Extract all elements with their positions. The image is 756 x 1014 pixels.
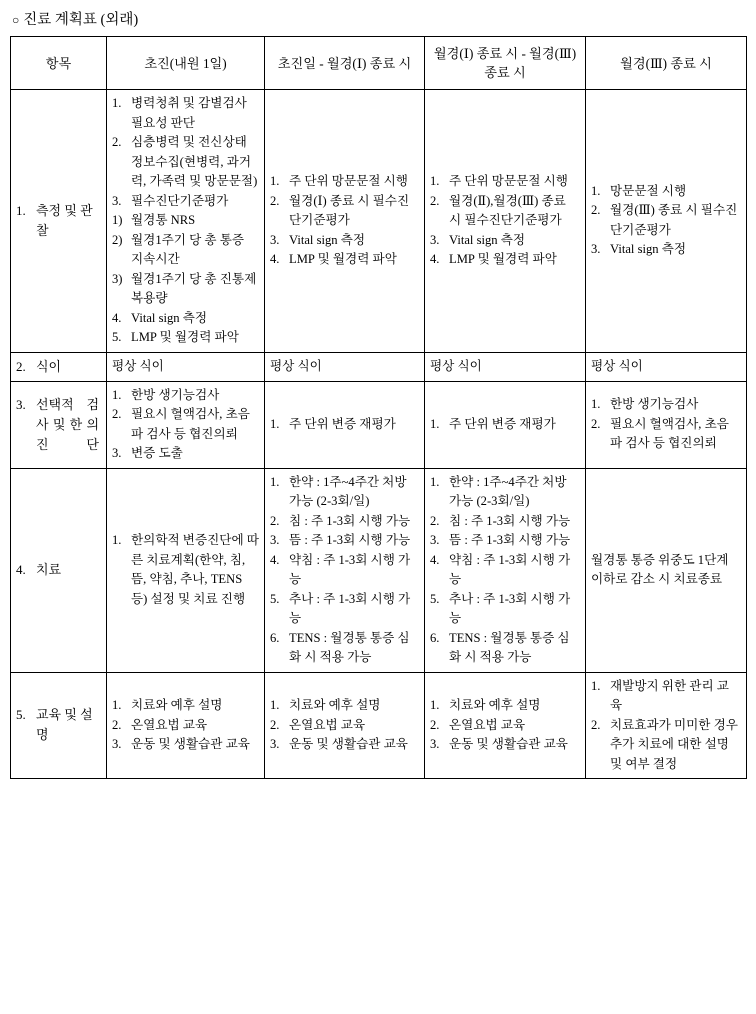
list-item [112, 735, 259, 755]
list-item [430, 415, 580, 435]
list-text: TENS : 월경통 통증 심화 시 적용 가능 [289, 630, 410, 664]
list-item [430, 696, 580, 716]
list-marker: 5. [270, 591, 280, 606]
cell-text: 평상 식이 [591, 358, 643, 373]
list-marker: 4. [270, 252, 280, 266]
list-text: 치료효과가 미미한 경우 추가 치료에 대한 설명 및 여부 결정 [610, 717, 738, 771]
numbered-list [430, 415, 580, 435]
row-number: 5. [16, 707, 26, 723]
list-text: 뜸 : 주 1-3회 시행 가능 [449, 533, 571, 547]
cell-treatment-first-visit [107, 468, 265, 672]
list-item [430, 735, 580, 755]
list-item [112, 192, 259, 212]
column-header-period-1: 초진일 - 월경(Ⅰ) 종료 시 [265, 37, 425, 90]
list-text: 운동 및 생활습관 교육 [449, 737, 568, 751]
list-item [270, 415, 419, 435]
row-label: 식이 [36, 358, 62, 374]
list-text: 필수진단기준평가 [131, 193, 229, 208]
list-marker: 2. [270, 717, 280, 732]
list-marker: 3. [112, 193, 122, 208]
list-marker: 1. [430, 698, 440, 712]
list-item [270, 531, 419, 551]
column-header-first-visit: 초진(내원 1일) [107, 37, 265, 90]
cell-diagnosis-period-3 [586, 381, 747, 468]
list-text: Vital sign 측정 [131, 310, 208, 325]
table-body [11, 90, 747, 779]
cell-text: 평상 식이 [112, 358, 164, 373]
cell-measurement-period-1 [265, 90, 425, 353]
list-text: 월경통 NRS [131, 213, 196, 227]
list-item [591, 716, 741, 775]
numbered-list [430, 172, 580, 270]
list-item [430, 473, 580, 512]
table-row [11, 672, 747, 779]
list-item [270, 629, 419, 668]
numbered-list [270, 415, 419, 435]
list-text: 치료와 예후 설명 [289, 698, 381, 712]
list-marker: 2. [591, 717, 601, 732]
list-marker: 4. [430, 252, 440, 266]
list-marker: 3. [112, 446, 122, 460]
table-row [11, 90, 747, 353]
cell-treatment-period-2 [425, 468, 586, 672]
cell-measurement-period-3 [586, 90, 747, 353]
list-item [430, 716, 580, 736]
list-text: 뜸 : 주 1-3회 시행 가능 [289, 533, 411, 547]
list-marker: 2. [270, 193, 280, 208]
list-marker: 5. [430, 591, 440, 606]
list-item [270, 696, 419, 716]
list-text: 약침 : 주 1-3회 시행 가능 [449, 552, 571, 586]
list-item [112, 696, 259, 716]
row-header-treatment [11, 468, 107, 672]
row-label: 치료 [36, 562, 62, 577]
list-item [112, 716, 259, 736]
list-marker: 1. [430, 174, 440, 188]
row-header-education [11, 672, 107, 779]
list-marker: 1. [112, 533, 122, 547]
list-text: 한방 생기능검사 [131, 387, 220, 402]
list-text: 한의학적 변증진단에 따른 치료계획(한약, 침, 뜸, 약침, 추나, TENS 등) 설정 및 치료 진행 [131, 533, 259, 606]
list-item [430, 192, 580, 231]
row-label: 선택적 검사 및 한 의 진 단 [36, 396, 99, 452]
list-marker: 3. [270, 533, 280, 547]
list-text: LMP 및 월경력 파악 [449, 252, 557, 266]
list-text: 온열요법 교육 [449, 717, 526, 732]
column-header-item: 항목 [11, 37, 107, 90]
cell-diet-period-3 [586, 352, 747, 381]
list-item [112, 328, 259, 348]
list-marker: 2. [112, 407, 122, 421]
list-item [270, 192, 419, 231]
list-item [112, 386, 259, 406]
list-marker: 1) [112, 213, 123, 227]
list-item [430, 551, 580, 590]
row-header-measurement [11, 90, 107, 353]
list-marker: 2) [112, 232, 123, 247]
list-item [591, 395, 741, 415]
list-text: 한약 : 1주~4주간 처방 가능 (2-3회/일) [289, 474, 407, 508]
list-item [430, 172, 580, 192]
list-text: 온열요법 교육 [289, 717, 366, 732]
numbered-list [591, 182, 741, 260]
list-text: 약침 : 주 1-3회 시행 가능 [289, 552, 411, 586]
list-text: 재발방지 위한 관리 교육 [610, 678, 729, 712]
list-item [430, 512, 580, 532]
list-marker: 2. [270, 513, 280, 528]
table-row [11, 468, 747, 672]
list-marker: 3) [112, 271, 123, 286]
cell-education-period-2 [425, 672, 586, 779]
care-plan-table [10, 36, 747, 779]
cell-education-first-visit [107, 672, 265, 779]
row-label: 측정 및 관찰 [36, 202, 93, 238]
list-marker: 4. [430, 552, 440, 567]
list-text: LMP 및 월경력 파악 [131, 330, 239, 344]
list-marker: 3. [430, 533, 440, 547]
list-item [270, 590, 419, 629]
page-title-text: 진료 계획표 (외래) [23, 12, 139, 28]
list-item [270, 172, 419, 192]
list-text: TENS : 월경통 통증 심화 시 적용 가능 [449, 630, 570, 664]
row-number: 1. [16, 202, 26, 218]
list-text: 온열요법 교육 [131, 717, 208, 732]
list-marker: 1. [591, 397, 601, 412]
numbered-list [270, 473, 419, 668]
list-item [591, 182, 741, 202]
list-item [112, 231, 259, 270]
list-text: 추나 : 주 1-3회 시행 가능 [449, 591, 571, 625]
cell-education-period-1 [265, 672, 425, 779]
list-text: 주 단위 망문문절 시행 [289, 174, 408, 188]
list-text: Vital sign 측정 [449, 232, 526, 247]
cell-text: 월경통 통증 위중도 1단계 이하로 감소 시 치료종료 [591, 552, 729, 586]
numbered-list [430, 473, 580, 668]
cell-diagnosis-first-visit [107, 381, 265, 468]
list-marker: 1. [591, 183, 601, 198]
list-text: 주 단위 망문문절 시행 [449, 174, 568, 188]
numbered-list [112, 531, 259, 609]
list-marker: 1. [270, 174, 280, 188]
list-marker: 1. [430, 416, 440, 431]
list-item [270, 473, 419, 512]
list-marker: 3. [430, 737, 440, 751]
list-item [112, 94, 259, 133]
list-text: 운동 및 생활습관 교육 [131, 737, 250, 751]
list-marker: 1. [270, 698, 280, 712]
list-marker: 4. [112, 310, 122, 325]
list-item [430, 250, 580, 270]
list-marker: 5. [112, 330, 122, 344]
list-item [270, 735, 419, 755]
numbered-list [430, 696, 580, 755]
list-item [430, 231, 580, 251]
list-text: 월경1주기 당 총 통증 지속시간 [131, 232, 245, 266]
list-item [112, 531, 259, 609]
list-item [591, 415, 741, 454]
list-marker: 6. [270, 630, 280, 645]
list-item [112, 211, 259, 231]
list-item [112, 309, 259, 329]
list-text: 한약 : 1주~4주간 처방 가능 (2-3회/일) [449, 474, 567, 508]
list-item [591, 201, 741, 240]
list-marker: 4. [270, 552, 280, 567]
list-marker: 3. [430, 232, 440, 247]
row-number: 3. [16, 396, 26, 412]
list-text: 병력청취 및 감별검사 필요성 판단 [131, 96, 247, 130]
list-marker: 2. [430, 193, 440, 208]
list-text: 주 단위 변증 재평가 [289, 416, 396, 431]
page-title [12, 10, 746, 30]
cell-treatment-period-3 [586, 468, 747, 672]
column-header-period-2: 월경(Ⅰ) 종료 시 - 월경(Ⅲ) 종료 시 [425, 37, 586, 90]
list-item [430, 531, 580, 551]
cell-education-period-3 [586, 672, 747, 779]
list-marker: 1. [270, 474, 280, 489]
list-marker: 1. [591, 678, 601, 693]
cell-diagnosis-period-2 [425, 381, 586, 468]
table-row [11, 381, 747, 468]
list-item [270, 250, 419, 270]
list-item [591, 240, 741, 260]
cell-diet-first-visit [107, 352, 265, 381]
list-text: 심층병력 및 전신상태 정보수집(현병력, 과거력, 가족력 및 망문문절) [131, 135, 258, 188]
list-text: Vital sign 측정 [610, 242, 687, 257]
numbered-list [112, 94, 259, 348]
list-marker: 2. [112, 135, 122, 149]
cell-treatment-period-1 [265, 468, 425, 672]
cell-text: 평상 식이 [270, 358, 322, 373]
list-text: 월경(Ⅱ),월경(Ⅲ) 종료 시 필수진단기준평가 [449, 193, 566, 227]
list-item [270, 231, 419, 251]
list-marker: 3. [270, 737, 280, 751]
row-header-diagnosis [11, 381, 107, 468]
row-number: 2. [16, 358, 26, 374]
list-marker: 2. [591, 416, 601, 431]
list-marker: 3. [591, 242, 601, 257]
list-item [270, 512, 419, 532]
table-header [11, 37, 747, 90]
table-row [11, 352, 747, 381]
list-text: 망문문절 시행 [610, 183, 687, 198]
table-header-row [11, 37, 747, 90]
list-item [430, 629, 580, 668]
list-text: 주 단위 변증 재평가 [449, 416, 556, 431]
numbered-list [270, 172, 419, 270]
list-marker: 3. [270, 232, 280, 247]
row-header-diet [11, 352, 107, 381]
list-item [112, 133, 259, 192]
bullet-icon: ○ [12, 13, 20, 27]
numbered-list [591, 677, 741, 775]
list-text: 치료와 예후 설명 [131, 698, 223, 712]
numbered-list [112, 696, 259, 755]
list-item [112, 444, 259, 464]
list-text: 한방 생기능검사 [610, 397, 699, 412]
list-marker: 2. [112, 717, 122, 732]
list-marker: 3. [112, 737, 122, 751]
list-item [270, 551, 419, 590]
list-text: 필요시 혈액검사, 초음파 검사 등 협진의뢰 [610, 416, 729, 451]
cell-measurement-first-visit [107, 90, 265, 353]
list-text: 변증 도출 [131, 446, 183, 460]
row-number: 4. [16, 562, 26, 577]
list-marker: 1. [112, 96, 122, 110]
list-text: 침 : 주 1-3회 시행 가능 [449, 513, 571, 528]
list-text: 치료와 예후 설명 [449, 698, 541, 712]
list-text: Vital sign 측정 [289, 232, 366, 247]
list-marker: 6. [430, 630, 440, 645]
list-marker: 2. [430, 717, 440, 732]
list-text: 추나 : 주 1-3회 시행 가능 [289, 591, 411, 625]
cell-measurement-period-2 [425, 90, 586, 353]
row-label: 교육 및 설명 [36, 707, 93, 743]
list-marker: 1. [430, 474, 440, 489]
cell-diagnosis-period-1 [265, 381, 425, 468]
cell-text: 평상 식이 [430, 358, 482, 373]
list-text: 월경1주기 당 총 진통제 복용량 [131, 271, 257, 305]
list-item [270, 716, 419, 736]
list-marker: 1. [112, 698, 122, 712]
numbered-list [112, 386, 259, 464]
list-item [591, 677, 741, 716]
list-text: 운동 및 생활습관 교육 [289, 737, 408, 751]
list-marker: 1. [270, 416, 280, 431]
list-text: 월경(Ⅰ) 종료 시 필수진단기준평가 [289, 193, 410, 227]
list-text: 필요시 혈액검사, 초음파 검사 등 협진의뢰 [131, 407, 250, 441]
list-marker: 1. [112, 387, 122, 402]
numbered-list [270, 696, 419, 755]
list-item [112, 405, 259, 444]
list-item [430, 590, 580, 629]
cell-diet-period-2 [425, 352, 586, 381]
column-header-period-3: 월경(Ⅲ) 종료 시 [586, 37, 747, 90]
numbered-list [591, 395, 741, 454]
cell-diet-period-1 [265, 352, 425, 381]
list-text: LMP 및 월경력 파악 [289, 252, 397, 266]
list-text: 침 : 주 1-3회 시행 가능 [289, 513, 411, 528]
list-marker: 2. [591, 203, 601, 218]
list-marker: 2. [430, 513, 440, 528]
list-text: 월경(Ⅲ) 종료 시 필수진단기준평가 [610, 203, 738, 237]
list-item [112, 270, 259, 309]
